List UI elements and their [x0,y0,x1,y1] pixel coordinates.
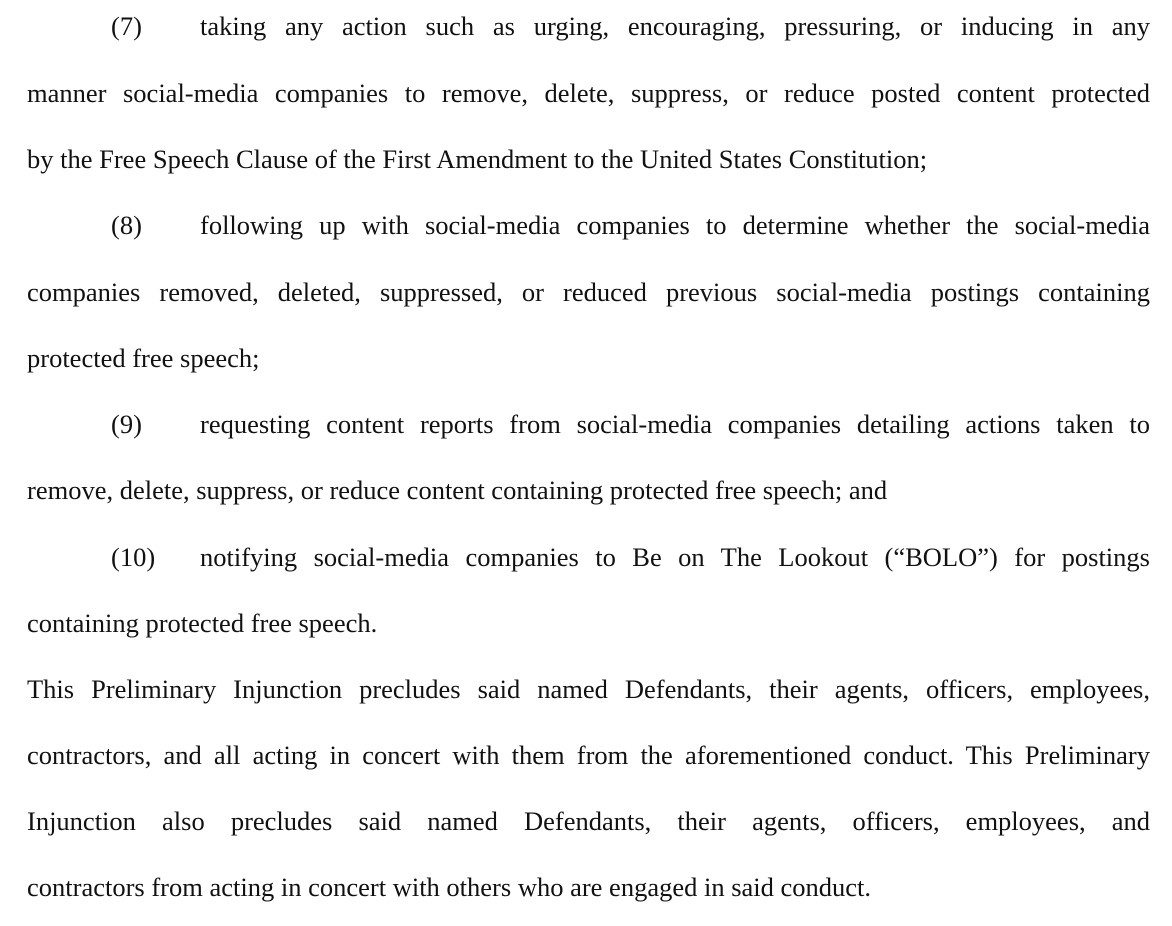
item-text-line: manner social-media companies to remove, delete, suppress, or reduce posted content protected [27,78,1150,108]
paragraph-line: contractors, and all acting in concert with them from the aforementioned conduct. This Preliminary [27,740,1150,770]
item-text-line: taking any action such as urging, encouraging, pressuring, or inducing in any [200,11,1150,41]
paragraph-line: This Preliminary Injunction precludes said named Defendants, their agents, officers, employees, [27,674,1150,704]
item-number: (8) [111,210,142,240]
item-number: (9) [111,409,142,439]
item-text-line: by the Free Speech Clause of the First Amendment to the United States Constitution; [27,144,928,174]
item-number: (10) [111,542,156,572]
item-text-line: protected free speech; [27,343,260,373]
item-text-line: following up with social-media companies to determine whether the social-media [200,210,1150,240]
item-text-line: containing protected free speech. [27,608,378,638]
item-text-line: notifying social-media companies to Be on The Lookout (“BOLO”) for postings [200,542,1150,572]
item-number: (7) [111,11,142,41]
item-text-line: remove, delete, suppress, or reduce content containing protected free speech; and [27,475,888,505]
item-text-line: companies removed, deleted, suppressed, or reduced previous social-media postings containing [27,277,1150,307]
paragraph-line: contractors from acting in concert with others who are engaged in said conduct. [27,872,872,902]
item-text-line: requesting content reports from social-media companies detailing actions taken to [200,409,1150,439]
paragraph-line: Injunction also precludes said named Defendants, their agents, officers, employees, and [27,806,1150,836]
